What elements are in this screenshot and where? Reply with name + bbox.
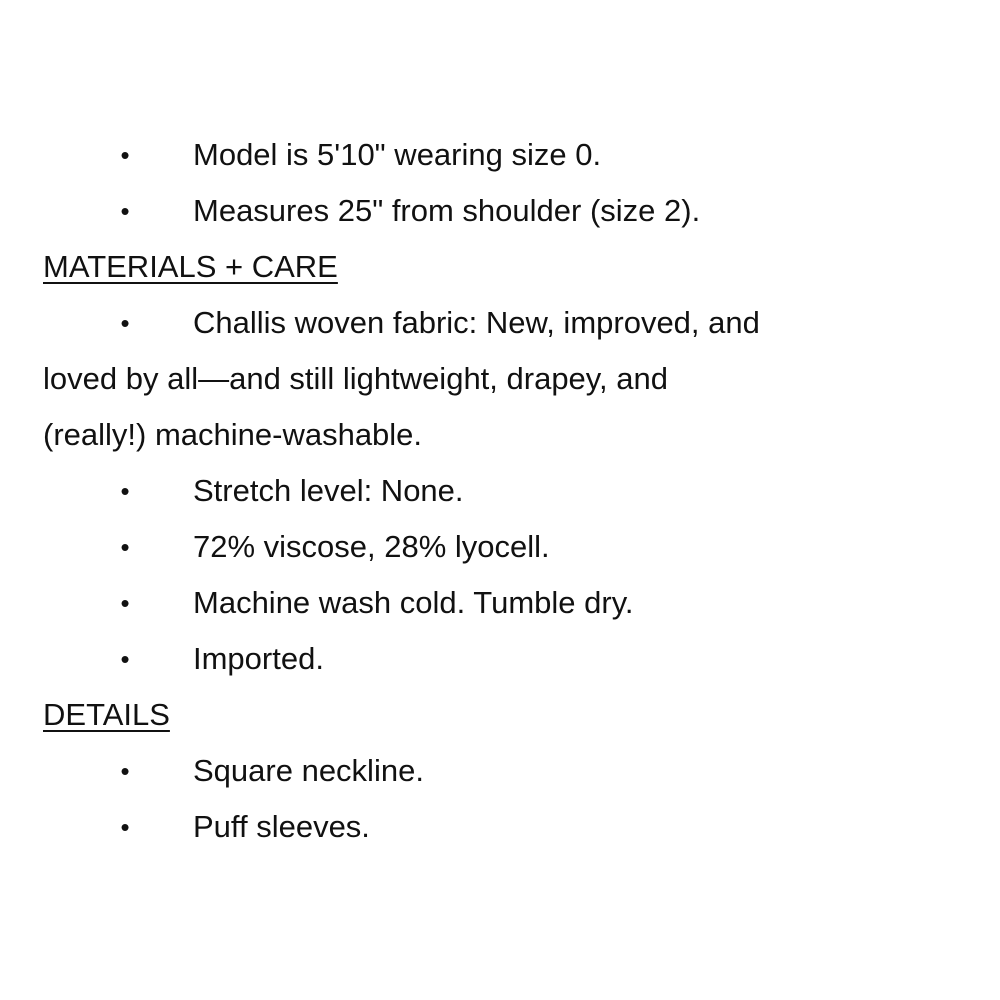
bullet-icon: •	[120, 140, 130, 170]
list-item-text: Model is 5'10" wearing size 0.	[193, 137, 602, 172]
list-item-text: Imported.	[193, 641, 324, 676]
list-item-text: Measures 25" from shoulder (size 2).	[193, 193, 701, 228]
list-item-fabric	[0, 295, 900, 463]
bullet-icon: •	[120, 588, 130, 618]
fabric-line-3: (really!) machine-washable.	[43, 417, 423, 452]
list-item	[0, 575, 1000, 631]
bullet-icon: •	[120, 196, 130, 226]
bullet-icon: •	[120, 308, 130, 338]
list-item-text: Machine wash cold. Tumble dry.	[193, 585, 634, 620]
list-item	[0, 183, 1000, 239]
list-item	[0, 799, 1000, 855]
bullet-icon: •	[120, 644, 130, 674]
list-item	[0, 463, 1000, 519]
bullet-icon: •	[120, 756, 130, 786]
list-item-text: Stretch level: None.	[193, 473, 464, 508]
list-item-text: Square neckline.	[193, 753, 424, 788]
fabric-text-1: Challis woven fabric: New, improved, and	[193, 305, 760, 340]
fabric-line-2: loved by all—and still lightweight, drapey, and	[43, 361, 668, 396]
list-item-text: 72% viscose, 28% lyocell.	[193, 529, 550, 564]
list-item	[0, 631, 1000, 687]
section-heading-text: MATERIALS + CARE	[43, 249, 338, 284]
fabric-line-1	[0, 295, 900, 351]
section-heading-text: DETAILS	[43, 697, 170, 732]
section-heading-details	[0, 687, 1000, 743]
list-item	[0, 743, 1000, 799]
list-item-text: Puff sleeves.	[193, 809, 370, 844]
section-heading-materials	[0, 239, 1000, 295]
list-item	[0, 127, 1000, 183]
list-item	[0, 519, 1000, 575]
bullet-icon: •	[120, 476, 130, 506]
bullet-icon: •	[120, 812, 130, 842]
product-description	[0, 127, 1000, 855]
bullet-icon: •	[120, 532, 130, 562]
